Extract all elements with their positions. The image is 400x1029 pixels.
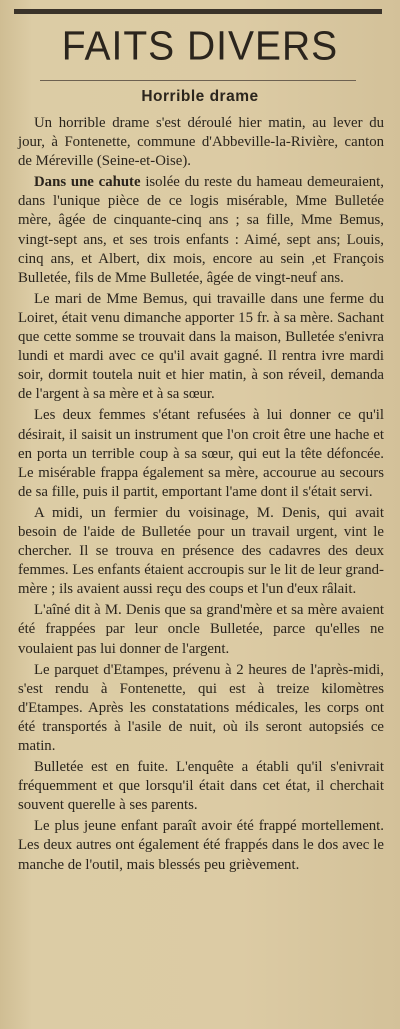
article-headline: Horrible drame <box>141 88 259 105</box>
paragraph-8: Bulletée est en fuite. L'enquête a établi qu'il s'enivrait fréquemment et que lorsqu'il était dans cet état, il cherchait souvent querelle à ses parents. <box>18 759 384 814</box>
article-body <box>18 114 384 877</box>
paragraph-2-text: isolée du reste du hameau demeuraient, dans l'unique pièce de ce logis misérable, Mme Bulletée mère, âgée de cinquante-cinq ans ; sa fille, Mme Bemus, vingt-sept ans, et ses trois enfants : Aimé, sept ans; Louis, cinq ans, et Albert, dix mois, encore au sein ,et François Bulletée, fils de Mme Bulletée, âgée de vingt-neuf ans. <box>18 174 384 286</box>
title-rule <box>40 80 356 81</box>
paragraph-5: A midi, un fermier du voisinage, M. Denis, qui avait besoin de l'aide de Bulletée pour un travail urgent, vint le chercher. Il se trouva en présence des cadavres des deux femmes. Les enfants étaient accroupis sur le lit de leur grand-mère ; ils avaient aussi reçu des coups et l'un d'eux râlait. <box>18 504 384 598</box>
paragraph-9: Le plus jeune enfant paraît avoir été frappé mortellement. Les deux autres ont également été frappés dans le dos avec le manche de l'outil, mais blessés peu grièvement. <box>18 818 384 873</box>
paragraph-2 <box>18 173 384 288</box>
section-title: FAITS DIVERS <box>61 23 339 70</box>
paragraph-7: Le parquet d'Etampes, prévenu à 2 heures de l'après-midi, s'est rendu à Fontenette, qui est à treize kilomètres d'Etampes. Après les constatations médicales, les corps ont été transportés à l'asile de nuit, où ils seront autopsiés ce matin. <box>18 661 384 754</box>
top-rule <box>14 9 382 14</box>
paragraph-6: L'aîné dit à M. Denis que sa grand'mère et sa mère avaient été frappées par leur oncle Bulletée, parce qu'elles ne voulaient pas lui donner de l'argent. <box>18 602 384 657</box>
paragraph-4: Les deux femmes s'étant refusées à lui donner ce qu'il désirait, il saisit un instrument que l'on croit être une hache et en porta un terrible coup à sa sœur, qui eut la tête défoncée. Le misérable frappa également sa mère, accourue au secours de sa fille, puis il partit, emportant l'ame dont il s'était servi. <box>18 407 384 500</box>
paragraph-2-lead: Dans une cahute <box>34 174 146 191</box>
paragraph-1: Un horrible drame s'est déroulé hier matin, au lever du jour, à Fontenette, commune d'Abbeville-la-Rivière, canton de Méreville (Seine-et-Oise). <box>18 115 384 170</box>
paragraph-3: Le mari de Mme Bemus, qui travaille dans une ferme du Loiret, était venu dimanche apporter 15 fr. à sa mère. Sachant que cette somme se trouvait dans la maison, Bulletée s'enivra lundi et mardi avec ce qu'il avait gagné. Il rentra ivre mardi soir, dormit toutela nuit et hier matin, à son réveil, demanda de l'argent à sa mère et à sa sœur. <box>18 290 384 403</box>
